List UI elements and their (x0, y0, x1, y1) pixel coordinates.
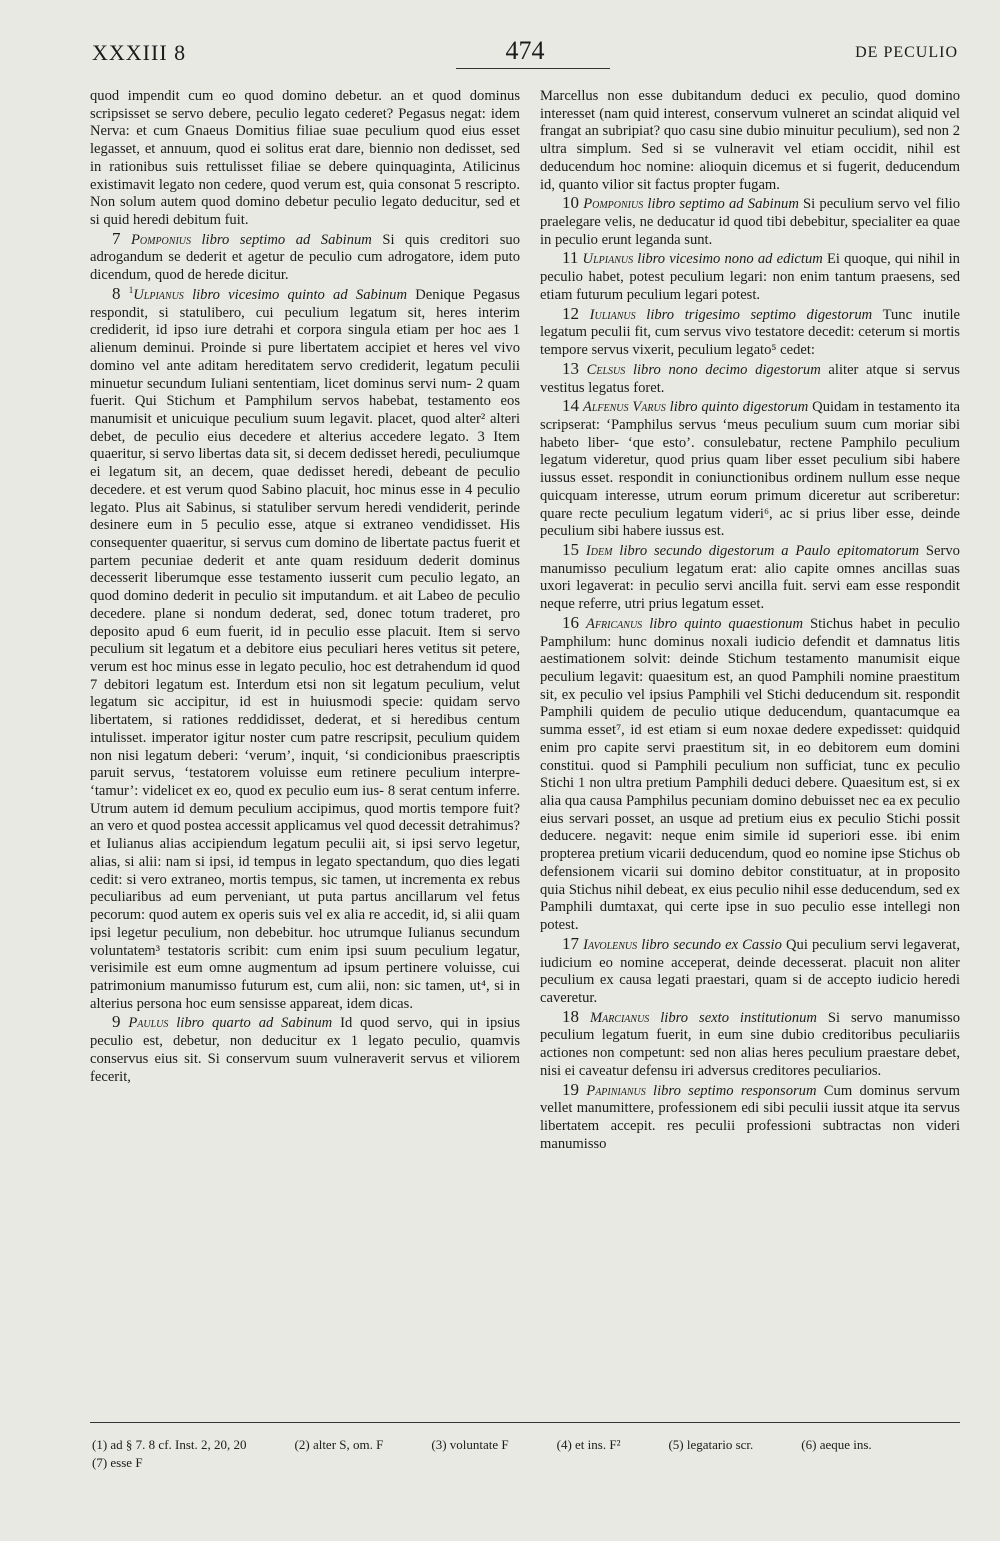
source-citation: libro septimo ad Sabinum (201, 231, 372, 248)
paragraph-text: Marcellus non esse dubitandum deduci ex peculio, quod domino interesset (nam quid interest, conservum vulneret an scindat aliquid vel frangat an subripiat? quo casu sine dubio minuitur peculium), sed non 2 ultra simplum. Sed si se vulneravit vel etiam occidit, nihil est deducendum hoc nomine: alioquin dicemus et si fugerit, deducendum id, quanto vilior sit factus propter fugam. (540, 88, 960, 193)
fragment-13 (540, 360, 960, 397)
source-citation: libro nono decimo digestorum (632, 361, 821, 378)
fragment-text: Qui peculium servi legaverat, iudicium eo nomine acceperat, deinde decesserat. placuit non aliter peculium ex causa legati praestari, quam si de accepto iudicio heredi caveretur. (540, 936, 960, 1006)
paragraph (90, 88, 520, 230)
footnote: (2) alter S, om. F (294, 1437, 384, 1452)
paragraph-text: quod impendit cum eo quod domino debetur. an et quod dominus scripsisset se servo debere, peculio legato cederet? Pegasus negat: idem Nerva: et cum Gnaeus Domitius filiae suae peculium quod eius esset legasset, et annuum, quod ei solitus erat dare, biennio non dedisset, sed in rationibus suis rettulisset filiae se debere quinquaginta, Atilicinus existimavit legato non cedere, quod verum est, quia consonat 5 rescripto. Non solum autem quod domino debetur peculio legato deducitur, sed et si quid heredi debitum fuit. (90, 88, 520, 229)
jurist-name: Idem (585, 542, 613, 559)
fragment-number: 8 (112, 283, 121, 303)
footnote-ref: 1 (128, 285, 134, 296)
source-citation: libro vicesimo nono ad edictum (637, 251, 823, 268)
fragment-12 (540, 305, 960, 360)
jurist-name: Paulus (128, 1015, 169, 1032)
jurist-name: Ulpianus (582, 251, 634, 268)
footnotes (92, 1436, 962, 1472)
fragment-number: 15 (562, 539, 579, 559)
footnote: (5) legatario scr. (668, 1437, 754, 1452)
page-number: 474 (505, 36, 545, 65)
fragment-number: 18 (562, 1006, 579, 1026)
fragment-text: Si peculium servo vel filio praelegare velis, ne deducatur id quod tibi debebitur, specialiter ea quae in peculio erunt leganda sunt. (540, 196, 960, 248)
fragment-text: Quidam in testamento ita scripserat: ‘Pamphilus servus ‘meus peculium suum cum moriar sibi habeto liber- ‘que esto’. consulebatur, rectene Pamphilo peculium legatum videretur, quod prius quam liber esset peculium sibi habere iussus esset. respondit in coniunctionibus ordinem nullum esse neque quicquam interesse, utrum eorum primum diceretur aut scriberetur: quare recte peculium legatum videri⁶, ac si prius liber esse, deinde peculium sibi habere iussus est. (540, 399, 961, 540)
fragment-number: 11 (562, 248, 579, 268)
jurist-name: Africanus (586, 615, 643, 632)
source-citation: libro quinto quaestionum (649, 615, 803, 632)
fragment-number: 12 (562, 303, 579, 323)
footnote: (6) aeque ins. (801, 1437, 872, 1452)
fragment-text: Cum dominus servum vellet manumittere, professionem edi sibi peculii iussit atque ita servus libertatem accepit. res peculii professioni subtractas non videri manumisso (540, 1082, 960, 1152)
fragment-10 (540, 194, 960, 249)
fragment-text: Si quis creditori suo adrogandum se dederit et agetur de peculio cum adrogatore, idem puto dicendum, quod de herede dicitur. (90, 231, 520, 284)
source-citation: libro sexto institutionum (660, 1009, 817, 1026)
left-column (90, 88, 520, 1086)
source-citation: libro vicesimo quinto ad Sabinum (192, 286, 407, 303)
source-citation: libro trigesimo septimo digestorum (646, 306, 873, 323)
jurist-name: Iavolenus (583, 936, 638, 953)
fragment-number: 16 (562, 612, 579, 632)
fragment-text: Si servo manumisso peculium legatum fuerit, in eum sine dubio creditoribus peculiariis actiones non competunt: sed non alias heres peculium praestare debet, nisi ei caveatur defensu iri adversus creditores peculiarios. (540, 1009, 961, 1079)
fragment-16 (540, 614, 960, 935)
jurist-name: Pomponius (583, 196, 644, 213)
jurist-name: Alfenus Varus (582, 399, 666, 416)
fragment-number: 14 (562, 396, 579, 416)
paragraph (540, 88, 960, 194)
fragment-text: Denique Pegasus respondit, si statulibero, cui peculium legatum sit, heres interim crediderit, id ipso iure detrahi et corpora singula etiam per hoc aes 1 alienum deminui. Proinde si pure libertatem accipiet et heres vel vivo domino vel ante aditam hereditatem servo crediderit, legatum peculii minuetur secundum Iuliani sententiam, licet dominus servi num- 2 quam fuerit. Qui Stichum et Pamphilum servos habebat, testamento eos manumisit et unicuique peculium suum legavit. placet, quod alter² alteri debet, de peculio eius decedere et alterius accedere legato. 3 Item quaeritur, si servo libertas data sit, si decem dedisset heredi, peculiumque ei legatum sit, an decem, quae dedisset heredi, debeant de peculio decedere. et est verum quod Sabino placuit, hoc minus esse in 4 peculio legato. Plus ait Sabinus, si statuliber servum heredi vendiderit, perinde desinere eum in 5 peculio esse, atque si extraneo vendidisset. His consequenter quaeritur, si servus cum domino de libertate pactus fuerit et partem pecuniae dederit et ante quam residuum dederit dominus decesserit liberumque esse testamento iusserit cum peculio legato, an quod domino dederit in peculio sit imputandum. et ait Labeo de peculio decedere. plane si nondum dederat, sed, donec totum traderet, pro deposito apud 6 eum fuerit, id in peculio esse placuit. Item si servo peculium sit legatum et a debitore eius peculiari heres vetitus sit petere, verum est hoc minus esse in legato peculio, hoc est detrahendum id quod 7 debitori legatum est. Interdum etsi non sit legatum peculium, velut legatum sic accipitur, id est in huiusmodi specie: quidam servo libertatem, si rationes reddidisset, dederat, et si heredibus centum intulisset. imperator igitur noster cum patre rescripsit, peculium quidem non nisi legatum deberi: ‘verum’, inquit, ‘si condicionibus praescriptis paruit servus, ‘testatorem voluisse eum retinere peculium interpre- ‘tamur’: videlicet ex eo, quod ex peculio eum ius- 8 serat centum inferre. Utrum autem id demum peculium accipimus, quod mortis tempore fuit? an vero et quod postea accessit applicamus vel quod decessit detrahimus? et Iulianus alias accipiendum legatum peculii ait, si ipsi servo legetur, alias, si alii: nam si ipsi, id tempus in legato spectandum, quo dies legati cedit: si vero extraneo, mortis tempus, sic tamen, ut incrementa ex rebus peculiaribus ad eum perveniant, ut puta partus ancillarum vel fetus pecorum: quod autem ex operis suis vel ex alia re accedit, id, si alii quam ipsi legetur peculium, non debebitur. hoc utrumque Iulianus secundum voluntatem³ testatoris scribit: cum enim ipsi suum peculium legatur, verisimile est eum omne augmentum ad ipsum pertinere voluisse, cui patrimonium manumisso futurum est, cum alii, non: sic tamen, ut⁴, si in alterius persona hoc eum sensisse appareat, idem dicas. (90, 286, 520, 1012)
source-citation: libro secundo ex Cassio (641, 936, 782, 953)
fragment-number: 9 (112, 1012, 121, 1032)
fragment-11 (540, 249, 960, 304)
fragment-19 (540, 1081, 960, 1154)
source-citation: libro septimo responsorum (653, 1082, 817, 1099)
fragment-number: 13 (562, 358, 579, 378)
header-rule (456, 68, 610, 69)
jurist-name: Marcianus (589, 1009, 650, 1026)
fragment-text: Stichus habet in peculio Pamphilum: hunc dominus noxali iudicio defendit et damnatus litis aestimationem solvit: deinde Stichum testamento manumisit eique peculium legavit: quaesitum est, an quod Pamphili nomine praestitum sit, ex peculio vel ipsius Pamphili vel Stichi deducendum sit. respondit Pamphili quidem de peculio utique deducendum, quantacumque ea summa esset⁷, id est etiam si eum noxae dedere expedisset: quidquid enim pro capite servi praestitum sit, in eo debitorem eum domini constitui. quod si Pamphili peculium non sufficiat, tunc ex peculio Stichi 1 non ultra pretium Pamphili deduci debere. Quaesitum est, si ex alia qua causa Pamphilus pecuniam domino debuisset nec ea ex peculio eius servari posset, an usque ad pretium eius ex peculio Stichi possit deducere. negavit: neque enim simile id superiori esse. ibi enim propterea pretium vicarii deducendum, quod eo nomine ipse Stichus ob defensionem vicarii sui domino debitor constituatur, at in proposito quia Stichus nihil debeat, ex eius peculio nihil esse deducendum, sed ex Pamphili dumtaxat, qui certe ipse in suo peculio esse intellegi non potest. (540, 615, 960, 934)
fragment-14 (540, 397, 960, 541)
fragment-number: 7 (112, 228, 121, 248)
fragment-number: 17 (562, 933, 579, 953)
jurist-name: Iulianus (589, 306, 636, 323)
jurist-name: Celsus (586, 361, 626, 378)
footnote: (7) esse F (92, 1455, 143, 1470)
fragment-text: Ei quoque, qui nihil in peculio habet, potest peculium legari: non enim tantum praesens, sed etiam futurum peculium legari potest. (540, 251, 960, 303)
jurist-name: Papinianus (586, 1082, 646, 1099)
fragment-text: Servo manumisso peculium legatum erat: alio capite omnes ancillas suas uxori legaverat: in peculio servi ancilla fuit. servi eam esse respondit neque referre, utri prius legatum esset. (540, 542, 960, 613)
fragment-number: 19 (562, 1079, 579, 1099)
fragment-7 (90, 230, 520, 285)
fragment-text: aliter atque si servus vestitus legatus foret. (540, 361, 960, 396)
running-head-book: XXXIII 8 (92, 40, 187, 65)
footnote: (1) ad § 7. 8 cf. Inst. 2, 20, 20 (92, 1437, 247, 1452)
footnote-rule (90, 1422, 960, 1423)
fragment-15 (540, 541, 960, 614)
right-column (540, 88, 960, 1153)
fragment-17 (540, 935, 960, 1008)
fragment-8 (90, 285, 520, 1013)
source-citation: libro quinto digestorum (669, 399, 809, 416)
footnote: (4) et ins. F² (556, 1437, 621, 1452)
fragment-text: Id quod servo, qui in ipsius peculio est, debetur, non deducitur ex 1 legato peculio, quamvis conservus eius sit. Si conservum suum vulneraverit servus et viliorem fecerit, (90, 1015, 520, 1085)
source-citation: libro quarto ad Sabinum (176, 1015, 333, 1032)
fragment-9 (90, 1013, 520, 1086)
fragment-18 (540, 1008, 960, 1081)
running-head-title: DE PECULIO (855, 44, 958, 61)
source-citation: libro septimo ad Sabinum (647, 196, 799, 213)
fragment-number: 10 (562, 193, 579, 213)
footnote: (3) voluntate F (431, 1437, 509, 1452)
jurist-name: Ulpianus (133, 286, 184, 303)
fragment-text: Tunc inutile legatum peculii fit, cum servus vivo testatore decedit: ceterum si mortis tempore servus vixerit, peculium legato⁵ cedet: (540, 306, 960, 359)
jurist-name: Pomponius (130, 231, 192, 248)
source-citation: libro secundo digestorum a Paulo epitomatorum (619, 542, 920, 559)
